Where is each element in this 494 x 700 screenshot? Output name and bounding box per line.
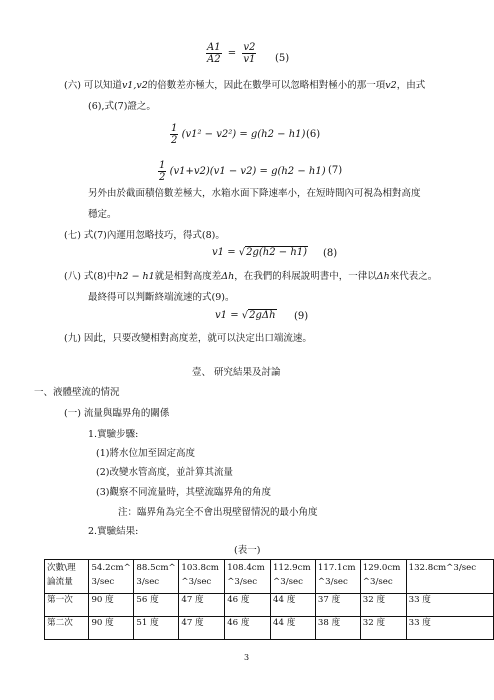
header-cell: 117.1cm ^3/sec (315, 560, 360, 594)
fraction-v2-v1 (242, 42, 256, 65)
step-item: (3)觀察不同流量時，其壁流臨界角的角度 (96, 487, 271, 498)
table-cell: 32 度 (360, 617, 406, 640)
header-cell: 次數\理 論流量 (45, 560, 89, 594)
fraction-one-half: $\frac{1}{2}$ (171, 123, 178, 146)
radicand-9: 2gΔh (249, 310, 276, 321)
header-cell: 112.9cm ^3/sec (271, 560, 316, 594)
table-cell: 33 度 (406, 594, 493, 617)
equation-7 (158, 160, 326, 183)
paragraph-6-line2: (6),式(7)證之。 (88, 101, 156, 112)
results-title: 2.實驗結果: (88, 526, 139, 537)
table-cell: 47 度 (179, 617, 225, 640)
table-cell: 90 度 (89, 617, 134, 640)
var-v2: v2 (385, 80, 397, 91)
paragraph-8-line1: (八) 式(8)中h2 − h1就是相對高度差Δh，在我們的科展說明書中，一律以Δh來代表之。 (64, 271, 438, 282)
equation-number-8: (8) (323, 248, 338, 259)
heading-level-2: (一) 流量與臨界角的關係 (64, 408, 170, 419)
table-cell: 33 度 (406, 617, 493, 640)
table-caption: (表一) (234, 545, 261, 556)
step-item: (2)改變水管高度，並計算其流量 (96, 467, 233, 478)
table-row (45, 594, 494, 617)
note: 注：臨界角為完全不會出現壁留情況的最小角度 (118, 507, 318, 518)
radicand-8: 2g(h2 − h1) (246, 247, 308, 258)
heading-level-1: 一、液體壁流的情況 (34, 387, 120, 398)
equation-number-9: (9) (294, 311, 309, 322)
paragraph-6b-line2: 穩定。 (88, 209, 117, 220)
paragraph-7: (七) 式(7)內運用忽略技巧，得式(8)。 (64, 230, 225, 241)
table-cell: 第一次 (45, 594, 89, 617)
equation-number-5: (5) (275, 53, 290, 64)
header-cell: 108.4cm ^3/sec (225, 560, 271, 594)
table-cell: 51 度 (134, 617, 179, 640)
equation-8: v1 = √2g(h2 − h1) (212, 247, 308, 258)
table-cell: 37 度 (315, 594, 360, 617)
table-cell: 44 度 (271, 617, 316, 640)
equation-6-body: (v1² − v2²) = g(h2 − h1) (181, 129, 306, 140)
equation-9: v1 = √2gΔh (215, 310, 276, 321)
paragraph-6-line1: (六) 可以知道v1,v2的倍數差亦極大，因此在數學可以忽略相對極小的那一項v2，由式 (64, 80, 426, 91)
header-cell: 132.8cm^3/sec (406, 560, 493, 594)
table-cell: 32 度 (360, 594, 406, 617)
paragraph-9: (九) 因此，只要改變相對高度差，就可以決定出口端流速。 (64, 333, 312, 344)
denominator: v1 (243, 54, 256, 65)
table-cell: 38 度 (315, 617, 360, 640)
table-cell: 47 度 (179, 594, 225, 617)
steps-title: 1.實驗步驟: (88, 429, 139, 440)
header-cell: 129.0cm ^3/sec (360, 560, 406, 594)
table-cell: 44 度 (271, 594, 316, 617)
equation-number-7: (7) (328, 165, 343, 176)
equation-7-body: (v1+v2)(v1 − v2) = g(h2 − h1) (169, 166, 326, 177)
numerator: A1 (207, 42, 221, 53)
table-header-row (45, 560, 494, 594)
numerator: v2 (243, 42, 256, 53)
table-cell: 46 度 (225, 594, 271, 617)
denominator: A2 (207, 54, 221, 65)
table-cell: 56 度 (134, 594, 179, 617)
equation-5: $\frac{A1}{A2}$ = $\frac{v2}{v1}$ (207, 42, 256, 65)
table-cell: 46 度 (225, 617, 271, 640)
table-row (45, 617, 494, 640)
fraction-a1-a2 (206, 42, 222, 65)
header-cell: 103.8cm ^3/sec (179, 560, 225, 594)
results-table (44, 559, 494, 640)
table-cell: 第二次 (45, 617, 89, 640)
page-number: 3 (244, 653, 250, 662)
paragraph-6b-line1: 另外由於截面積倍數差極大，水箱水面下降速率小，在短時間內可視為相對高度 (88, 188, 421, 199)
paragraph-8-line2: 最終得可以判斷終端流速的式(9)。 (88, 292, 235, 303)
equation-6 (170, 123, 305, 146)
table-cell: 90 度 (89, 594, 134, 617)
header-cell: 54.2cm^ 3/sec (89, 560, 134, 594)
header-cell: 88.5cm^ 3/sec (134, 560, 179, 594)
section-title: 壹、 研究結果及討論 (192, 367, 281, 378)
var-v1-v2: v1,v2 (121, 80, 148, 91)
equation-number-6: (6) (306, 129, 321, 140)
fraction-one-half: $\frac{1}{2}$ (159, 160, 166, 183)
step-item: (1)將水位加至固定高度 (96, 448, 195, 459)
